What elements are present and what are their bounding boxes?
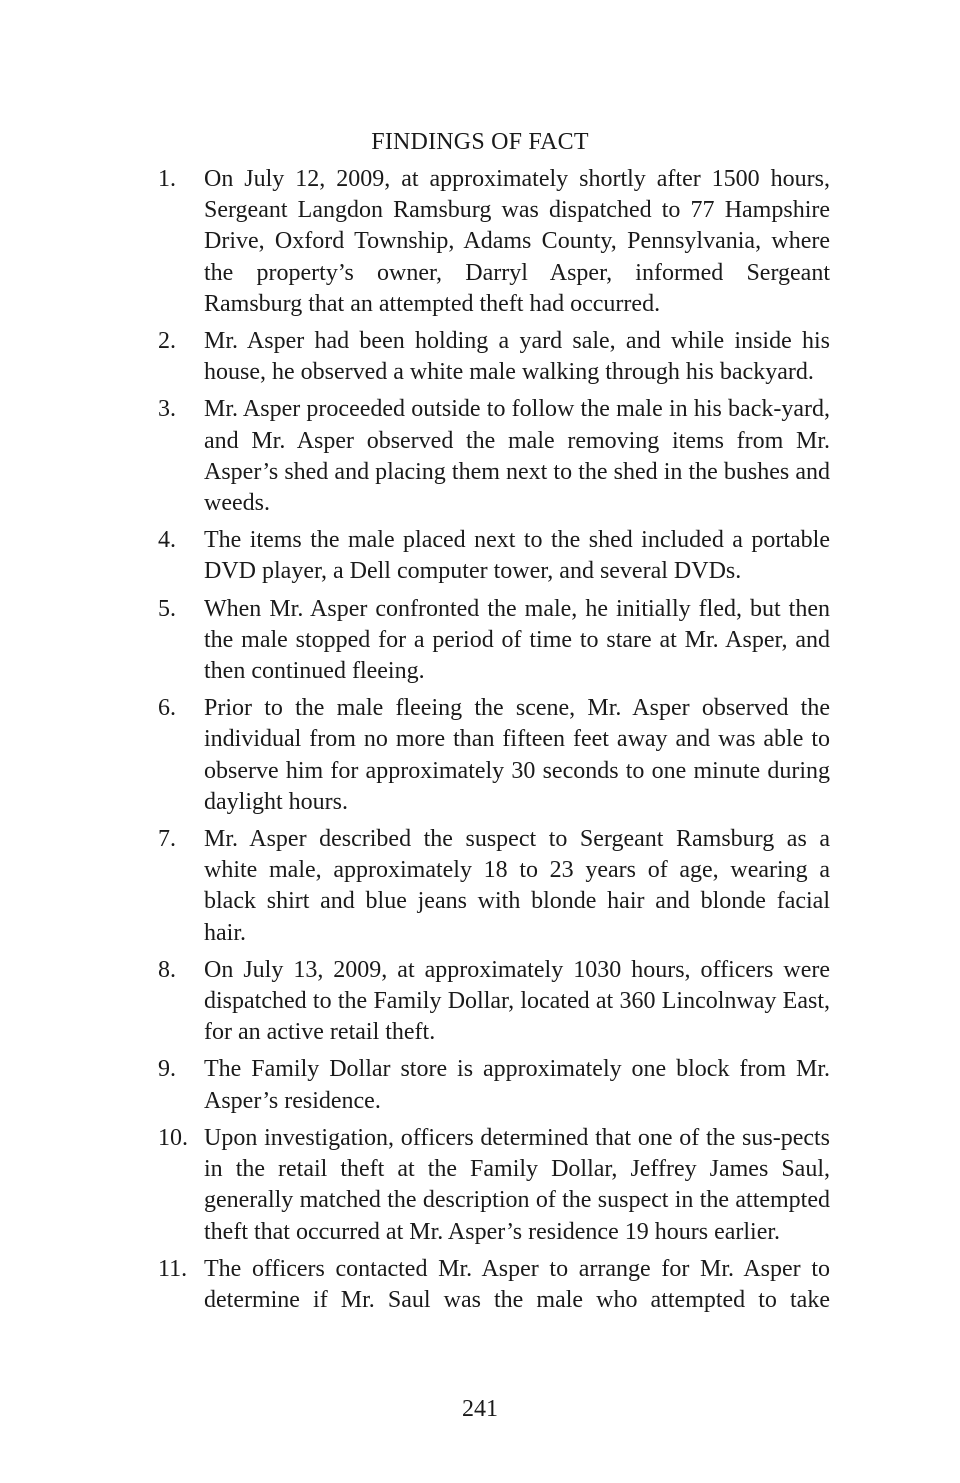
finding-text: Mr. Asper proceeded outside to follow the male in his back-yard, and Mr. Asper observed the male removing items from Mr. Asper’s shed and placing them next to the shed in the bushes and weeds.	[204, 396, 830, 517]
finding-number: 2.	[158, 328, 176, 355]
finding-item	[158, 1123, 830, 1248]
finding-item	[158, 1254, 830, 1316]
finding-number: 10.	[158, 1124, 188, 1151]
finding-number: 6.	[158, 695, 176, 722]
section-heading: FINDINGS OF FACT	[371, 129, 589, 155]
finding-number: 11.	[158, 1255, 188, 1282]
finding-text: Prior to the male fleeing the scene, Mr. Asper observed the individual from no more than fifteen feet away and was able to observe him for approximately 30 seconds to one minute during daylight hours.	[204, 695, 830, 815]
finding-number: 9.	[158, 1056, 176, 1083]
finding-text: Mr. Asper described the suspect to Sergeant Ramsburg as a white male, approximately 18 to 23 years of age, wearing a black shirt and blue jeans with blonde hair and blonde facial hair.	[204, 826, 830, 946]
finding-item	[158, 594, 830, 688]
finding-item	[158, 164, 830, 320]
finding-item	[158, 525, 830, 587]
finding-number: 4.	[158, 527, 176, 554]
finding-text: On July 12, 2009, at approximately shortly after 1500 hours, Sergeant Langdon Ramsburg was dispatched to 77 Hampshire Drive, Oxford Township, Adams County, Pennsylvania, where the property’s owner, Darryl Asper, informed Sergeant Ramsburg that an attempted theft had occurred.	[204, 166, 830, 317]
page-number: 241	[462, 1396, 498, 1422]
finding-item	[158, 394, 830, 519]
finding-text: The items the male placed next to the shed included a portable DVD player, a Dell computer tower, and several DVDs.	[204, 527, 830, 585]
finding-item	[158, 955, 830, 1049]
finding-text: On July 13, 2009, at approximately 1030 hours, officers were dispatched to the Family Dollar, located at 360 Lincolnway East, for an active retail theft.	[204, 956, 830, 1046]
finding-text: The officers contacted Mr. Asper to arrange for Mr. Asper to determine if Mr. Saul was the male who attempted to take	[204, 1255, 830, 1313]
finding-item	[158, 326, 830, 388]
finding-text: Upon investigation, officers determined that one of the sus-pects in the retail theft at the Family Dollar, Jeffrey James Saul, generally matched the description of the suspect in the attempted theft that occurred at Mr. Asper’s residence 19 hours earlier.	[204, 1124, 830, 1245]
finding-number: 8.	[158, 956, 176, 983]
finding-number: 3.	[158, 396, 176, 423]
finding-text: Mr. Asper had been holding a yard sale, and while inside his house, he observed a white male walking through his backyard.	[204, 328, 830, 386]
finding-item	[158, 693, 830, 818]
finding-number: 7.	[158, 826, 176, 853]
finding-item	[158, 824, 830, 949]
finding-item	[158, 1054, 830, 1116]
findings-list	[158, 164, 830, 1322]
finding-text: When Mr. Asper confronted the male, he initially fled, but then the male stopped for a period of time to stare at Mr. Asper, and then continued fleeing.	[204, 595, 830, 685]
finding-number: 1.	[158, 166, 176, 192]
finding-text: The Family Dollar store is approximately one block from Mr. Asper’s residence.	[204, 1056, 830, 1114]
finding-number: 5.	[158, 595, 176, 622]
